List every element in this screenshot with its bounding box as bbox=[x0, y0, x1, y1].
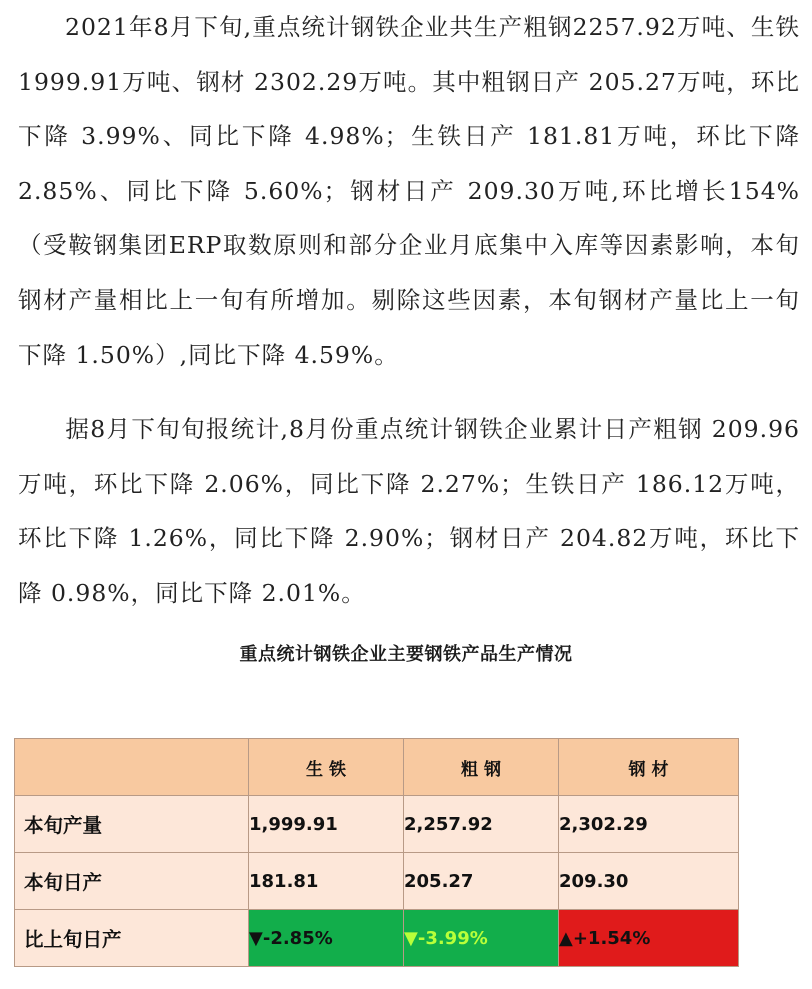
change-cell-increase: ▲+1.54% bbox=[559, 910, 739, 967]
row-label-period-output: 本旬产量 bbox=[15, 796, 249, 853]
cell-value: 2,257.92 bbox=[404, 796, 559, 853]
row-label-vs-previous: 比上旬日产 bbox=[15, 910, 249, 967]
cell-value: 209.30 bbox=[559, 853, 739, 910]
paragraph-text-1: 2021年8月下旬,重点统计钢铁企业共生产粗钢2257.92万吨、生铁 1999.91万吨、钢材 2302.29万吨。其中粗钢日产 205.27万吨，环比下降 3.99%、同比下降 4.98%；生铁日产 181.81万吨，环比下降 2.85%、同比下降 5.60%；钢材日产 209.30万吨,环比增长154%（受鞍钢集团ERP取数原则和部分企业月底集中入库等因素影响，本旬钢材产量相比上一旬有所增加。剔除这些因素，本旬钢材产量比上一旬下降 1.50%）,同比下降 4.59%。 bbox=[18, 13, 800, 369]
cell-value: 1,999.91 bbox=[249, 796, 404, 853]
header-pig-iron: 生 铁 bbox=[249, 739, 404, 796]
header-crude-steel: 粗 钢 bbox=[404, 739, 559, 796]
cell-value: 2,302.29 bbox=[559, 796, 739, 853]
row-label-daily-output: 本旬日产 bbox=[15, 853, 249, 910]
production-table bbox=[14, 738, 739, 967]
table-row bbox=[15, 853, 739, 910]
paragraph-august-late-output bbox=[18, 0, 800, 382]
paragraph-august-cumulative bbox=[18, 402, 800, 620]
table-row bbox=[15, 910, 739, 967]
change-cell-decrease: ▼-3.99% bbox=[404, 910, 559, 967]
change-cell-decrease: ▼-2.85% bbox=[249, 910, 404, 967]
header-steel-products: 钢 材 bbox=[559, 739, 739, 796]
table-title: 重点统计钢铁企业主要钢铁产品生产情况 bbox=[239, 644, 573, 665]
table-header-row bbox=[15, 739, 739, 796]
cell-value: 181.81 bbox=[249, 853, 404, 910]
paragraph-text-2: 据8月下旬旬报统计,8月份重点统计钢铁企业累计日产粗钢 209.96万吨，环比下降 2.06%，同比下降 2.27%；生铁日产 186.12万吨，环比下降 1.26%，同比下降 2.90%；钢材日产 204.82万吨，环比下降 0.98%，同比下降 2.01%。 bbox=[18, 415, 800, 607]
table-row bbox=[15, 796, 739, 853]
header-corner-cell bbox=[15, 739, 249, 796]
cell-value: 205.27 bbox=[404, 853, 559, 910]
